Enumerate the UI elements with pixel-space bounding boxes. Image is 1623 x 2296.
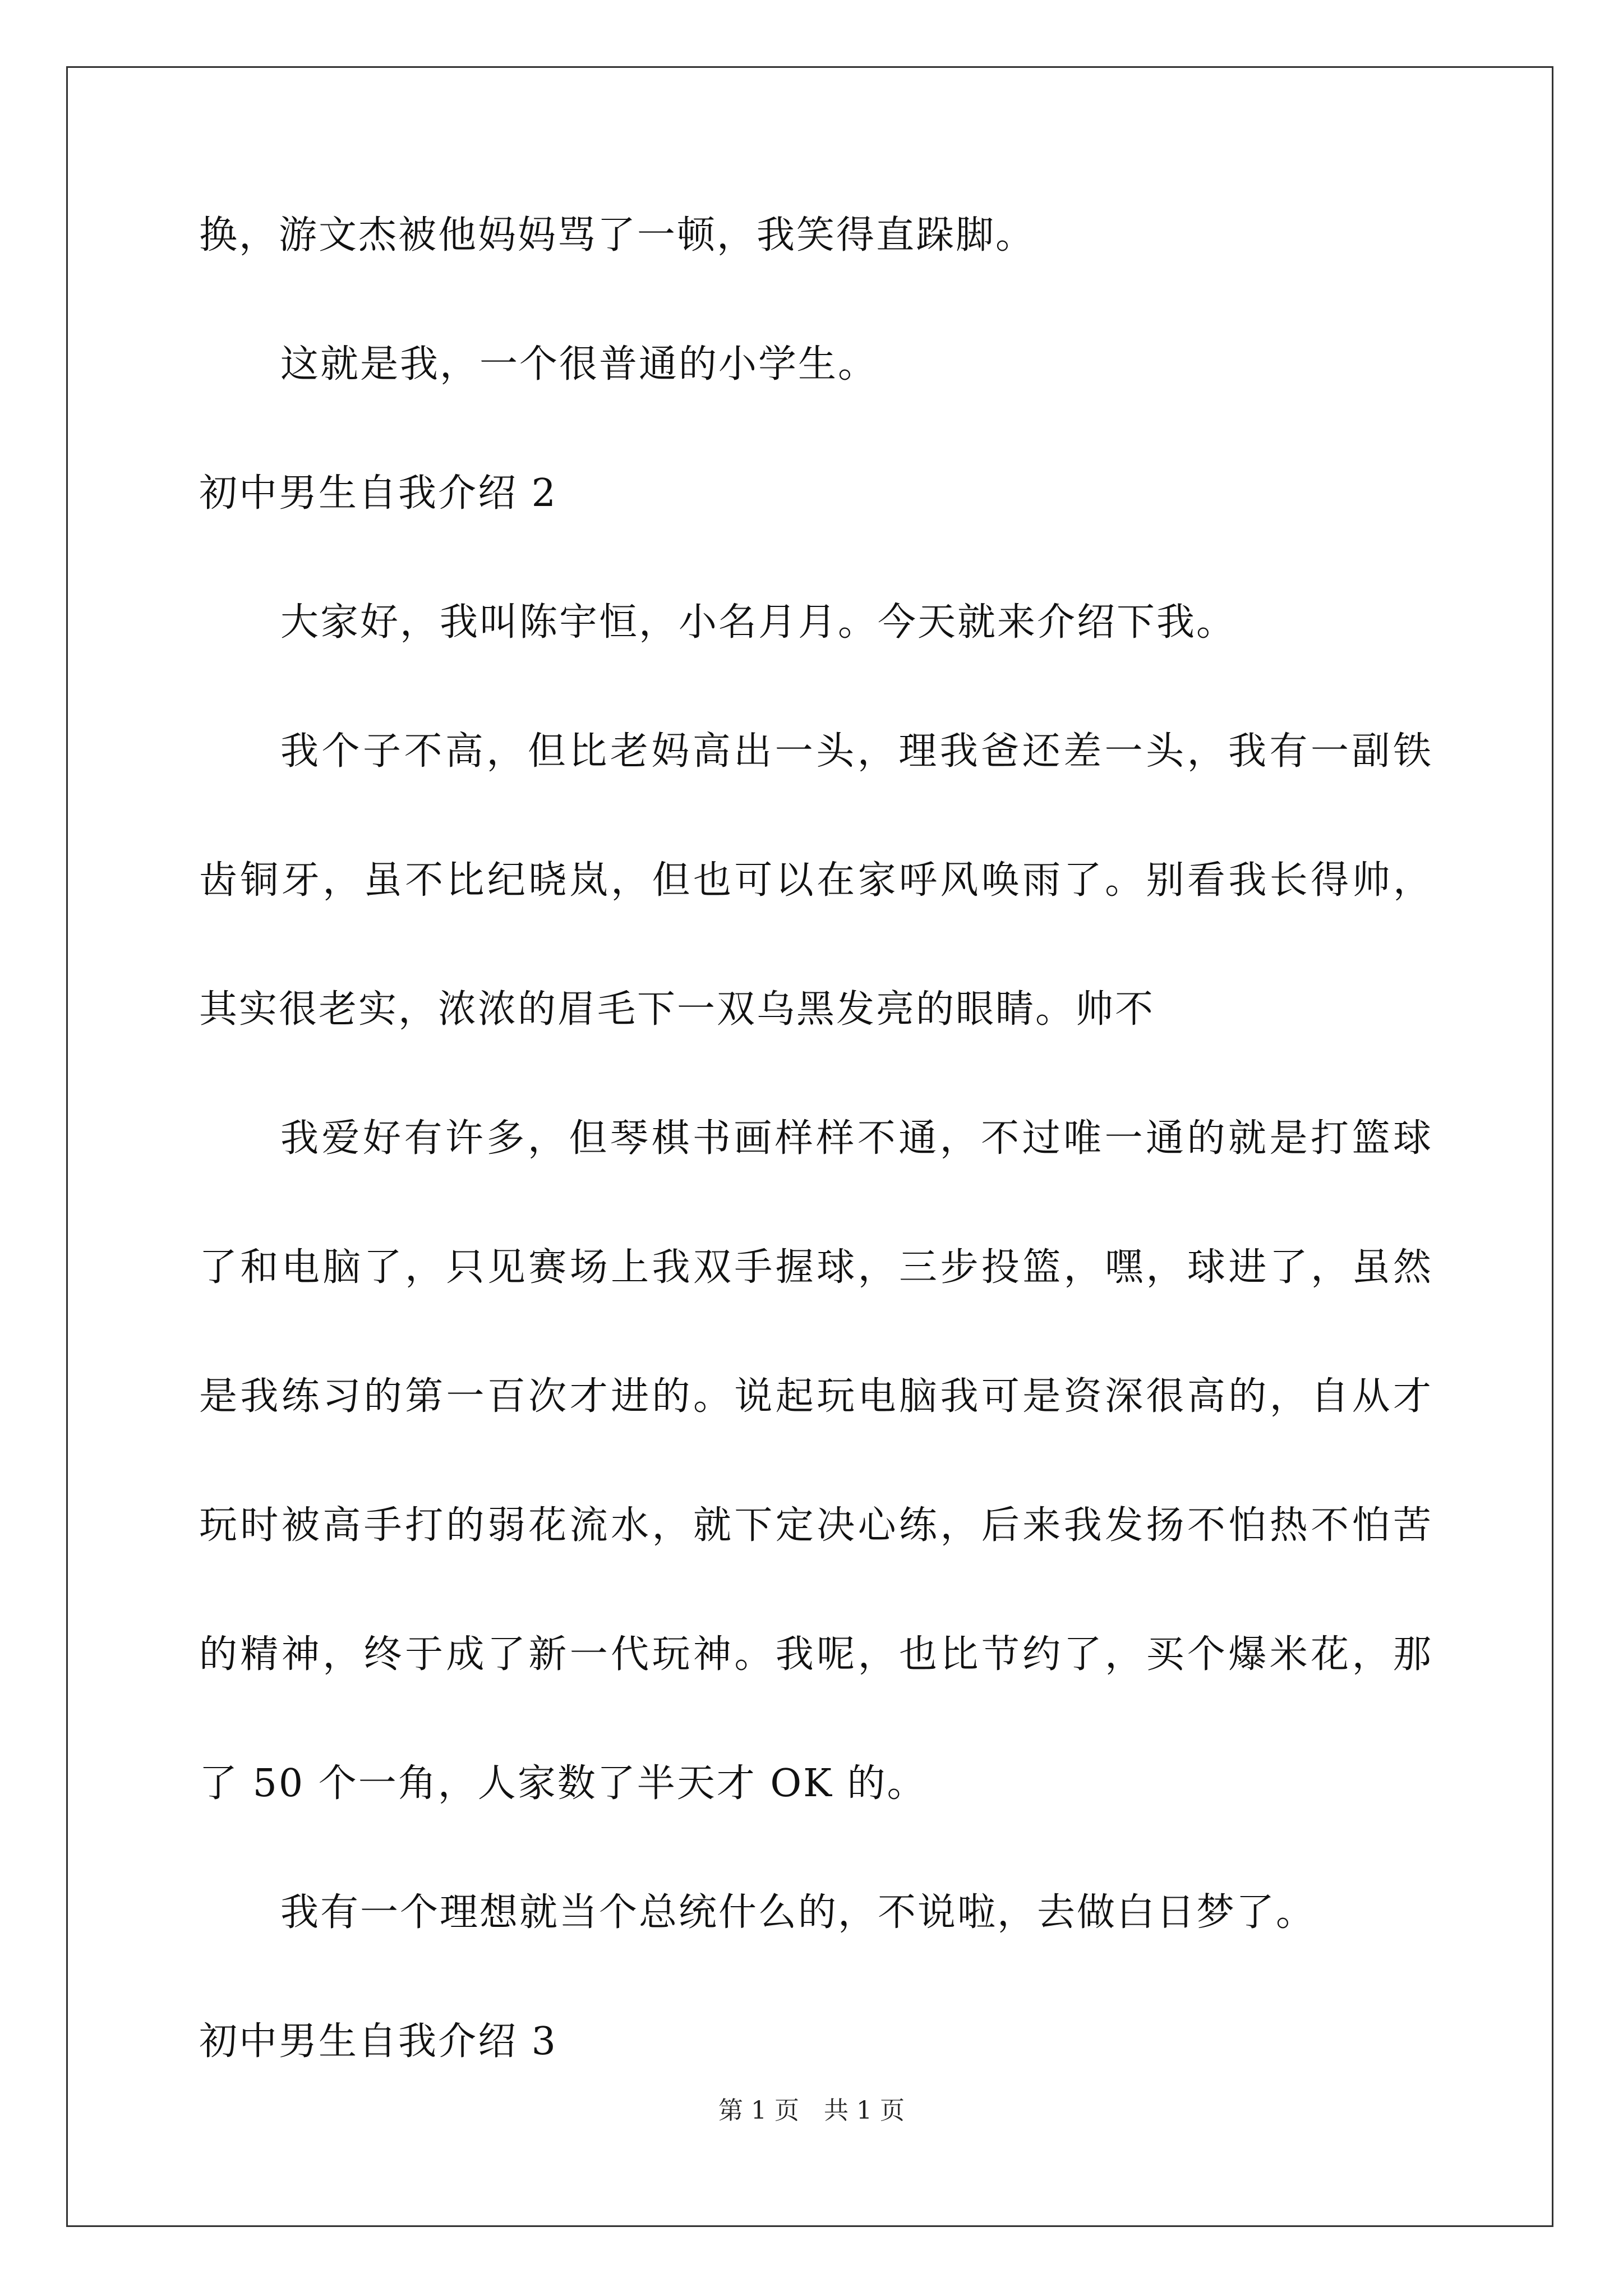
page-footer: 第 1 页 共 1 页: [718, 2096, 905, 2125]
paragraph-line: 的精神，终于成了新一代玩神。我呢，也比节约了，买个爆米花，那: [199, 1632, 1433, 1677]
paragraph-line: 我爱好有许多，但琴棋书画样样不通，不过唯一通的就是打篮球: [280, 1116, 1433, 1161]
paragraph-line: 了 50 个一角，人家数了半天才 OK 的。: [199, 1761, 927, 1806]
paragraph-line: 换，游文杰被他妈妈骂了一顿，我笑得直跺脚。: [199, 213, 1036, 257]
paragraph-line: 了和电脑了，只见赛场上我双手握球，三步投篮，嘿，球进了，虽然: [199, 1245, 1433, 1290]
paragraph-line: 是我练习的第一百次才进的。说起玩电脑我可是资深很高的，自从才: [199, 1374, 1433, 1419]
paragraph-line: 我个子不高，但比老妈高出一头，理我爸还差一头，我有一副铁: [280, 729, 1433, 774]
paragraph-line: 这就是我，一个很普通的小学生。: [280, 342, 878, 386]
paragraph-line: 大家好，我叫陈宇恒，小名月月。今天就来介绍下我。: [280, 600, 1237, 645]
paragraph-line: 玩时被高手打的弱花流水，就下定决心练，后来我发扬不怕热不怕苦: [199, 1503, 1433, 1548]
paragraph-line: 其实很老实，浓浓的眉毛下一双乌黑发亮的眼睛。帅不: [199, 987, 1155, 1032]
section-heading: 初中男生自我介绍 2: [199, 471, 557, 516]
paragraph-line: 我有一个理想就当个总统什么的，不说啦，去做白日梦了。: [280, 1890, 1316, 1935]
section-heading: 初中男生自我介绍 3: [199, 2019, 557, 2064]
paragraph-line: 齿铜牙，虽不比纪晓岚，但也可以在家呼风唤雨了。别看我长得帅，: [199, 858, 1433, 903]
